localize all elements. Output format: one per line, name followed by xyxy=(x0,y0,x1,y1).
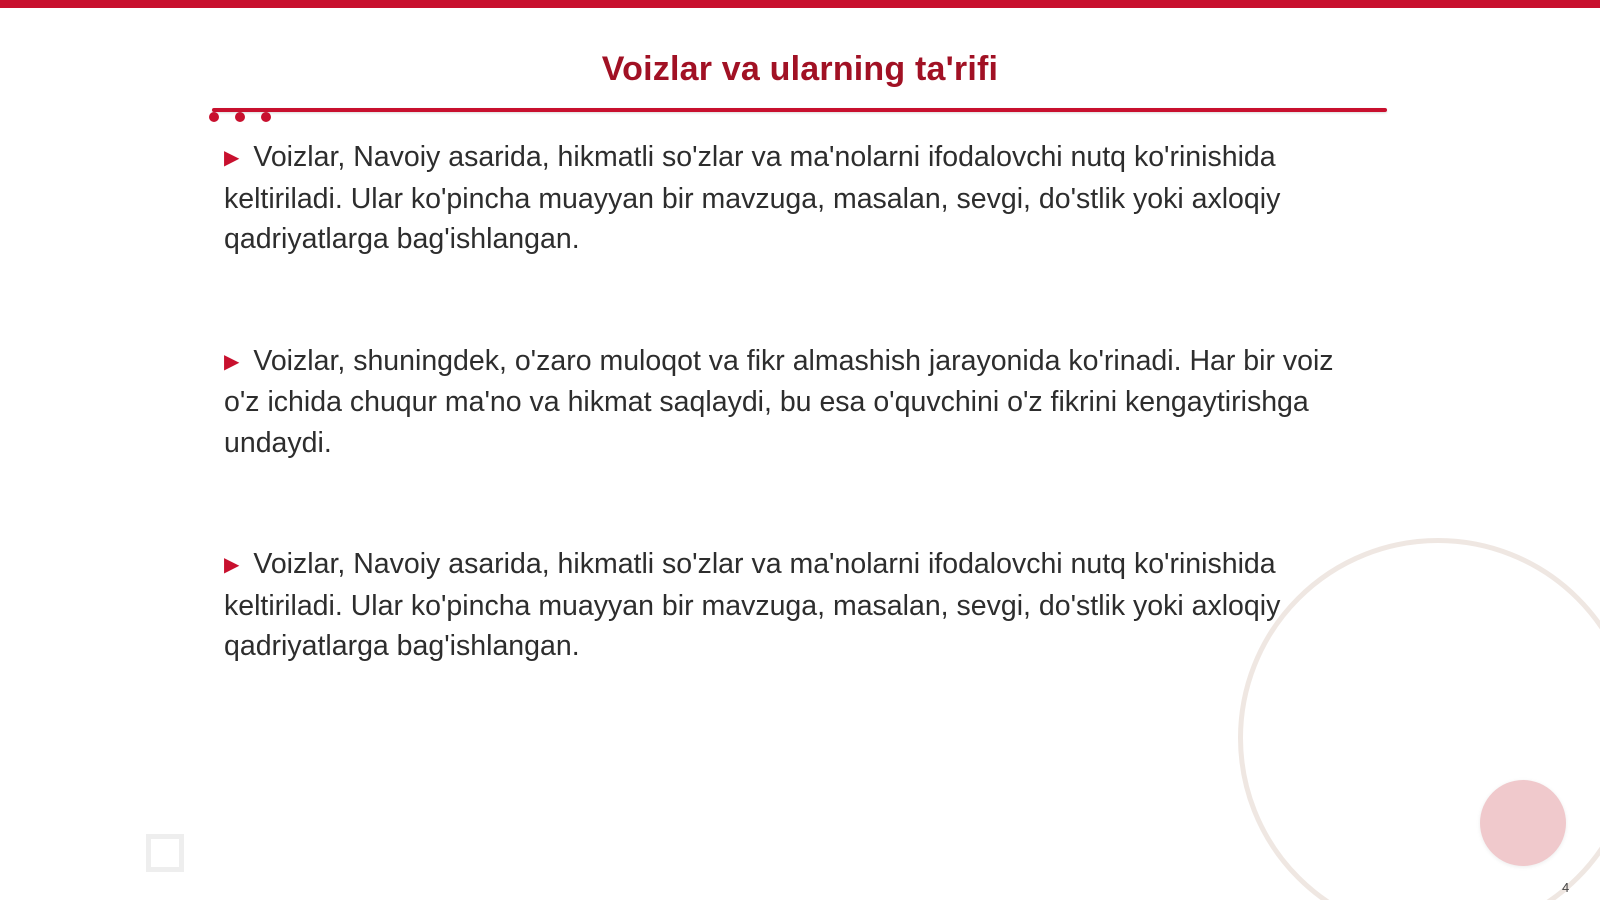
bullet-text-1: Voizlar, Navoiy asarida, hikmatli so'zlar va ma'nolarni ifodalovchi nutq ko'rinishida keltiriladi. Ular ko'pincha muayyan bir mavzuga, masalan, sevgi, do'stlik yoki axloqiy qadriyatlarga bag'ishlangan. xyxy=(224,141,1281,255)
bullet-list xyxy=(224,137,1369,748)
triangle-right-icon: ▶ xyxy=(224,350,240,373)
triangle-right-icon: ▶ xyxy=(224,554,240,576)
bullet-paragraph-3 xyxy=(224,544,1369,667)
decor-dot-1 xyxy=(209,112,219,122)
top-accent-bar xyxy=(0,0,1600,8)
decor-dot-2 xyxy=(235,112,245,122)
bullet-paragraph-1 xyxy=(224,137,1369,260)
decor-circle-filled xyxy=(1480,780,1566,866)
bullet-paragraph-2 xyxy=(224,341,1369,464)
triangle-right-icon: ▶ xyxy=(224,147,240,169)
page-number: 4 xyxy=(1562,880,1570,895)
decor-dot-3 xyxy=(261,112,271,122)
title-underline xyxy=(212,108,1387,112)
decor-square-outline xyxy=(146,834,184,872)
bullet-text-3: Voizlar, Navoiy asarida, hikmatli so'zlar va ma'nolarni ifodalovchi nutq ko'rinishida keltiriladi. Ular ko'pincha muayyan bir mavzuga, masalan, sevgi, do'stlik yoki axloqiy qadriyatlarga bag'ishlangan. xyxy=(224,548,1281,662)
bullet-text-2: Voizlar, shuningdek, o'zaro muloqot va fikr almashish jarayonida ko'rinadi. Har bir voiz o'z ichida chuqur ma'no va hikmat saqlaydi, bu esa o'quvchini o'z fikrini kengaytirishga undaydi. xyxy=(224,344,1334,459)
slide-title: Voizlar va ularning ta'rifi xyxy=(601,50,999,88)
